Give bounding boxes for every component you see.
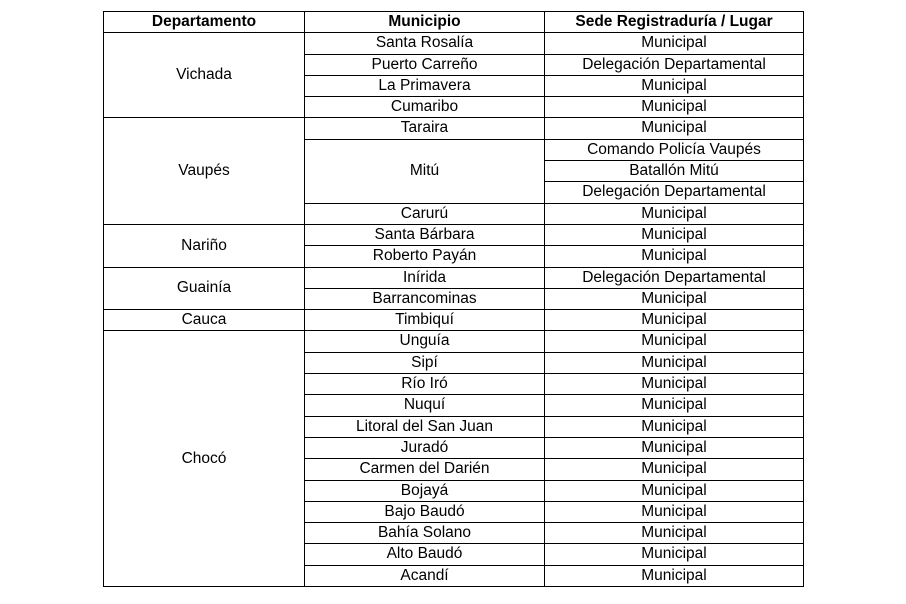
registry-table xyxy=(103,11,804,587)
sede-cell: Municipal xyxy=(545,352,804,373)
municipio-cell: Juradó xyxy=(305,437,545,458)
sede-cell: Municipal xyxy=(545,459,804,480)
municipio-cell: Litoral del San Juan xyxy=(305,416,545,437)
municipio-cell: Carmen del Darién xyxy=(305,459,545,480)
municipio-cell: Alto Baudó xyxy=(305,544,545,565)
table-row xyxy=(104,310,804,331)
municipio-cell: Bajo Baudó xyxy=(305,501,545,522)
municipio-cell: Bahía Solano xyxy=(305,523,545,544)
sede-cell: Municipal xyxy=(545,374,804,395)
municipio-cell: Taraira xyxy=(305,118,545,139)
municipio-cell: Nuquí xyxy=(305,395,545,416)
departamento-cell: Cauca xyxy=(104,310,305,331)
header-municipio: Municipio xyxy=(305,12,545,33)
sede-cell: Municipal xyxy=(545,523,804,544)
sede-cell: Delegación Departamental xyxy=(545,267,804,288)
sede-cell: Municipal xyxy=(545,224,804,245)
table-body xyxy=(104,33,804,587)
sede-cell: Comando Policía Vaupés xyxy=(545,139,804,160)
sede-cell: Municipal xyxy=(545,118,804,139)
sede-cell: Municipal xyxy=(545,97,804,118)
sede-cell: Delegación Departamental xyxy=(545,54,804,75)
municipio-cell: Unguía xyxy=(305,331,545,352)
header-departamento: Departamento xyxy=(104,12,305,33)
header-sede: Sede Registraduría / Lugar xyxy=(545,12,804,33)
sede-cell: Delegación Departamental xyxy=(545,182,804,203)
table-row xyxy=(104,224,804,245)
departamento-cell: Nariño xyxy=(104,224,305,267)
municipio-cell: Puerto Carreño xyxy=(305,54,545,75)
municipio-cell: Inírida xyxy=(305,267,545,288)
sede-cell: Municipal xyxy=(545,246,804,267)
departamento-cell: Vichada xyxy=(104,33,305,118)
table-row xyxy=(104,33,804,54)
sede-cell: Municipal xyxy=(545,565,804,586)
sede-cell: Municipal xyxy=(545,331,804,352)
municipio-cell: Bojayá xyxy=(305,480,545,501)
sede-cell: Municipal xyxy=(545,288,804,309)
sede-cell: Municipal xyxy=(545,395,804,416)
sede-cell: Municipal xyxy=(545,480,804,501)
sede-cell: Municipal xyxy=(545,203,804,224)
departamento-cell: Chocó xyxy=(104,331,305,587)
sede-cell: Municipal xyxy=(545,33,804,54)
sede-cell: Municipal xyxy=(545,310,804,331)
municipio-cell: Acandí xyxy=(305,565,545,586)
sede-cell: Batallón Mitú xyxy=(545,161,804,182)
header-row xyxy=(104,12,804,33)
municipio-cell: Carurú xyxy=(305,203,545,224)
departamento-cell: Guainía xyxy=(104,267,305,310)
table-row xyxy=(104,331,804,352)
municipio-cell: Timbiquí xyxy=(305,310,545,331)
table-row xyxy=(104,267,804,288)
sede-cell: Municipal xyxy=(545,75,804,96)
municipio-cell: Sipí xyxy=(305,352,545,373)
municipio-cell: Cumaribo xyxy=(305,97,545,118)
municipio-cell: Roberto Payán xyxy=(305,246,545,267)
sede-cell: Municipal xyxy=(545,416,804,437)
municipio-cell: Santa Rosalía xyxy=(305,33,545,54)
municipio-cell: Mitú xyxy=(305,139,545,203)
sede-cell: Municipal xyxy=(545,501,804,522)
municipio-cell: Río Iró xyxy=(305,374,545,395)
sede-cell: Municipal xyxy=(545,544,804,565)
table-row xyxy=(104,118,804,139)
municipio-cell: Barrancominas xyxy=(305,288,545,309)
municipio-cell: La Primavera xyxy=(305,75,545,96)
municipio-cell: Santa Bárbara xyxy=(305,224,545,245)
departamento-cell: Vaupés xyxy=(104,118,305,224)
sede-cell: Municipal xyxy=(545,437,804,458)
